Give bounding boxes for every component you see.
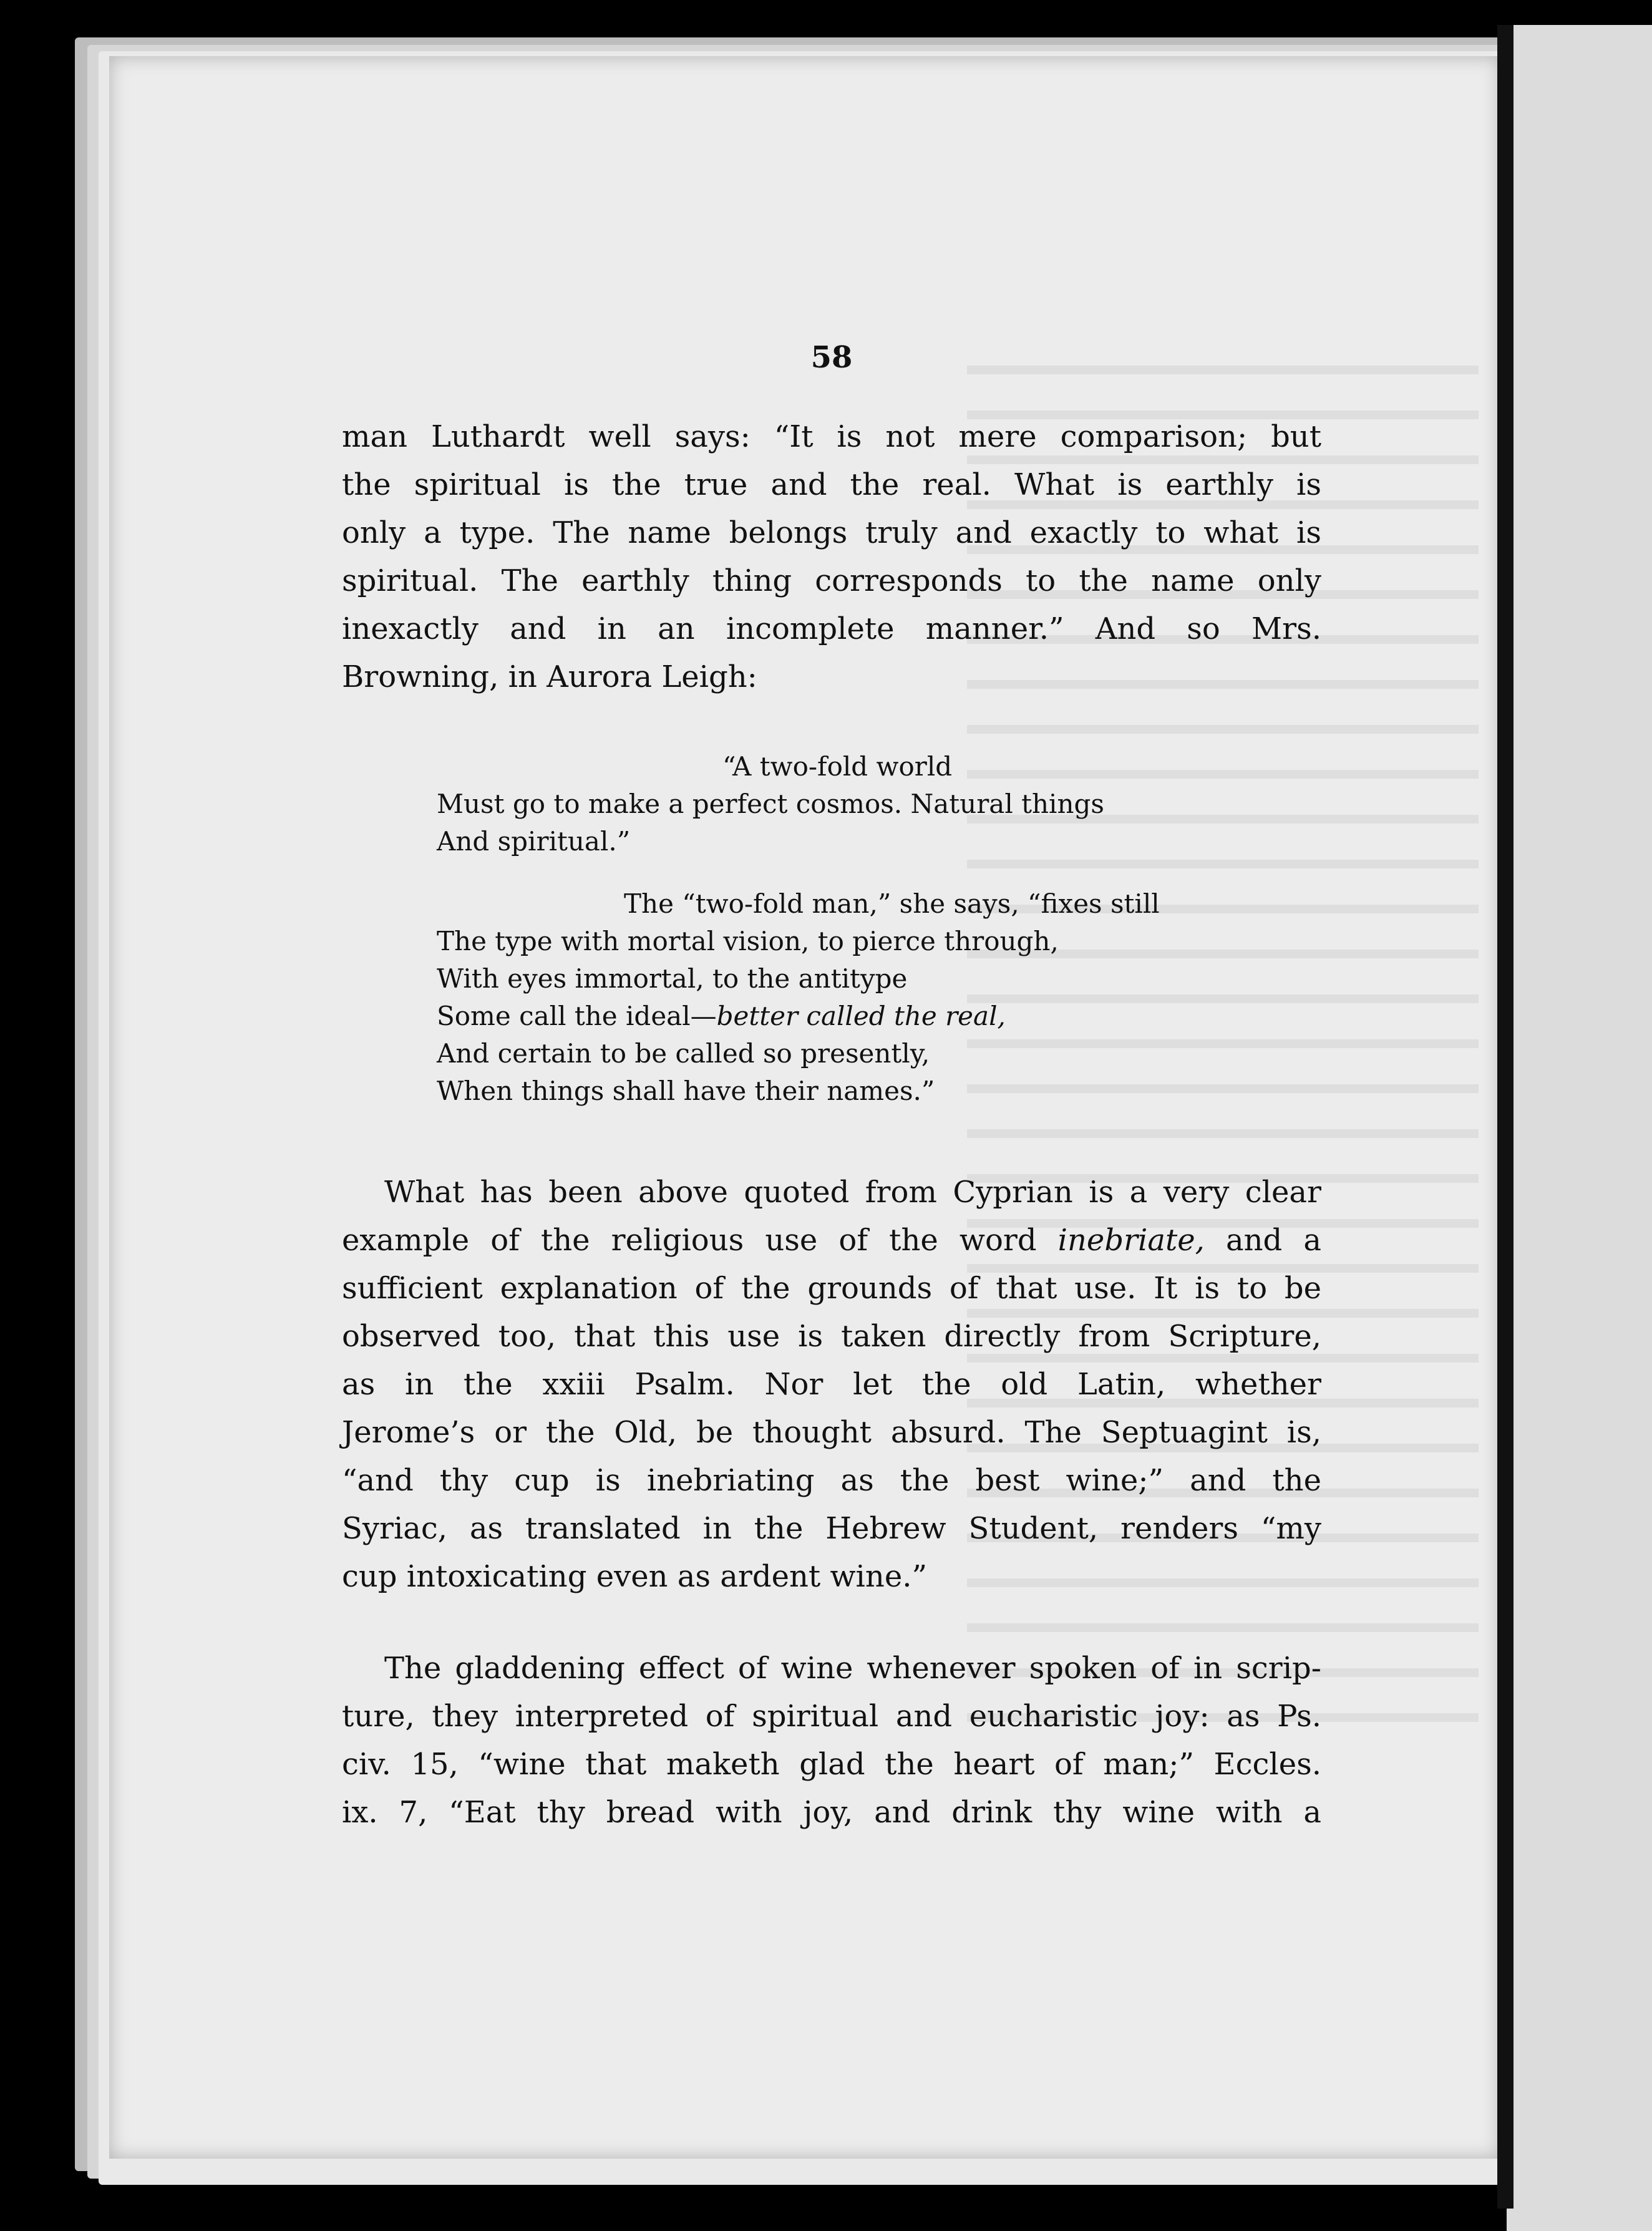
paragraph-1-line-4: spiritual. The earthly thing corresponds to the name only: [342, 563, 1321, 598]
paragraph-3-line-1: [342, 1651, 1321, 1686]
paragraph-3-line-1-text: The gladdening effect of wine whenever spoken of in scrip-: [384, 1651, 1321, 1686]
paragraph-2-line-2: [342, 1223, 1321, 1258]
quote-1-line-2: Must go to make a perfect cosmos. Natural things: [437, 789, 1104, 819]
facing-page: [1507, 25, 1652, 2231]
paragraph-2-line-2-before: example of the religious use of the word: [342, 1223, 1058, 1258]
paragraph-2-line-8: Syriac, as translated in the Hebrew Student, renders “my: [342, 1511, 1321, 1546]
paragraph-1-line-1: man Luthardt well says: “It is not mere comparison; but: [342, 419, 1321, 454]
paragraph-2-line-4: observed too, that this use is taken directly from Scripture,: [342, 1319, 1321, 1354]
quote-2-line-6: When things shall have their names.”: [437, 1076, 935, 1106]
paragraph-3-line-2: ture, they interpreted of spiritual and eucharistic joy: as Ps.: [342, 1699, 1321, 1734]
quote-2-line-4-plain: Some call the ideal—: [437, 1001, 717, 1031]
paragraph-2-line-5: as in the xxiii Psalm. Nor let the old Latin, whether: [342, 1367, 1321, 1402]
paragraph-1-line-6: Browning, in Aurora Leigh:: [342, 659, 757, 694]
quote-2-line-4: [437, 1000, 1248, 1033]
paragraph-3-line-4: ix. 7, “Eat thy bread with joy, and drink thy wine with a: [342, 1795, 1321, 1830]
quote-2-line-4-italic: better called the real,: [716, 1001, 1006, 1031]
quote-2-line-1: The “two-fold man,” she says, “fixes still: [624, 888, 1160, 919]
paragraph-2-line-7: “and thy cup is inebriating as the best wine;” and the: [342, 1463, 1321, 1498]
book-spine: [1497, 25, 1514, 2209]
quote-1-line-1: “A two-fold world: [722, 751, 953, 782]
paragraph-3-line-3: civ. 15, “wine that maketh glad the heart of man;” Eccles.: [342, 1747, 1321, 1782]
paragraph-2-line-1-text: What has been above quoted from Cyprian is a very clear: [384, 1175, 1321, 1210]
paragraph-2-line-2-after: and a: [1204, 1223, 1322, 1258]
paragraph-2-line-3: sufficient explanation of the grounds of that use. It is to be: [342, 1271, 1321, 1306]
quote-2-line-5: And certain to be called so presently,: [437, 1038, 930, 1069]
quote-2-line-3: With eyes immortal, to the antitype: [437, 963, 908, 994]
paragraph-1-line-5: inexactly and in an incomplete manner.” And so Mrs.: [342, 611, 1321, 646]
page-number: 58: [810, 340, 853, 375]
paragraph-1-line-2: the spiritual is the true and the real. What is earthly is: [342, 467, 1321, 502]
quote-1-line-3: And spiritual.”: [437, 826, 631, 857]
paragraph-1-line-3: only a type. The name belongs truly and exactly to what is: [342, 515, 1321, 550]
quote-2-line-2: The type with mortal vision, to pierce through,: [437, 926, 1059, 956]
paragraph-2-line-1: [342, 1175, 1321, 1210]
paragraph-2-line-9: cup intoxicating even as ardent wine.”: [342, 1559, 928, 1594]
paragraph-2-line-2-italic: inebriate,: [1057, 1223, 1205, 1258]
paragraph-2-line-6: Jerome’s or the Old, be thought absurd. The Septuagint is,: [342, 1415, 1321, 1450]
